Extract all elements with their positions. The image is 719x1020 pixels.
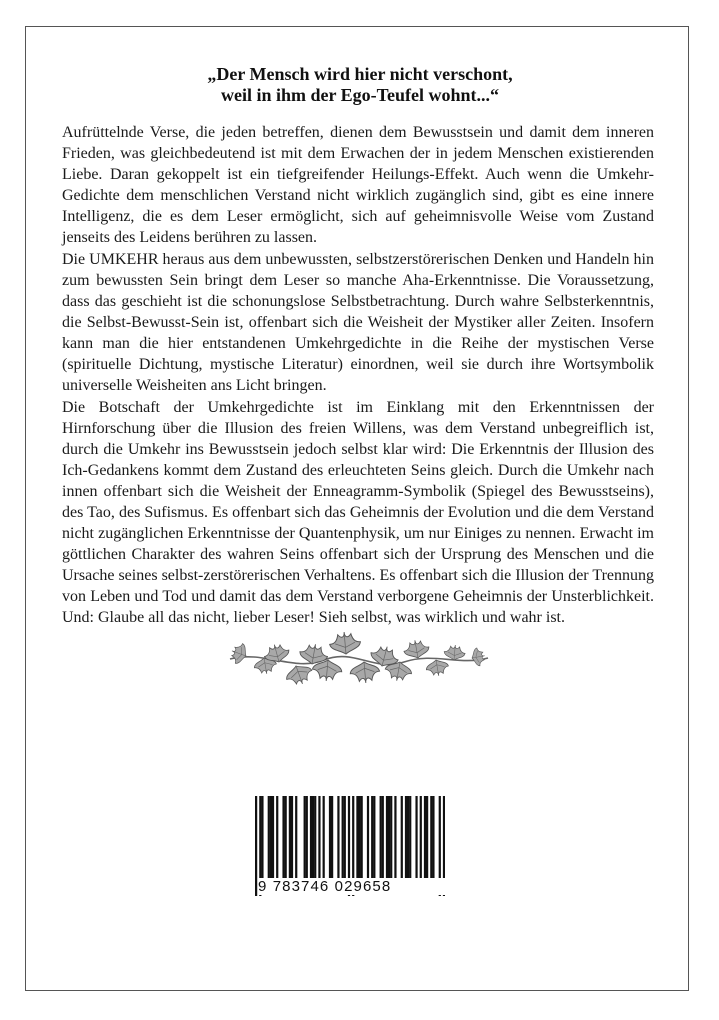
barcode-bar [342,796,344,878]
barcode-bar [432,796,434,878]
barcode-bar [373,796,375,878]
barcode-bar [272,796,274,878]
barcode-bar [409,796,411,878]
barcode-bar [430,796,432,878]
barcode-bar [361,796,363,878]
barcode-bar [323,796,325,878]
paragraph-umkehr: Die UMKEHR heraus aus dem unbewussten, selbstzerstörerischen Denken und Handeln hin zum bewussten Sein bringt dem Leser so manche Aha-Erkenntnisse. Die Voraussetzung, dass das geschieht ist die schonungslose Selbstbetrachtung. Durch wahre Selbsterkenntnis, die Selbst-Bewusst-Sein ist, offenbart sich die Weisheit der Mystiker aller Zeiten. Insofern kann man die hier entstandenen Umkehrgedichte in die Reihe der mystischen Verse (spirituelle Dichtung, mystische Literatur) einordnen, weil sie durch ihre Wortsymbolik universelle Weisheiten ans Licht bringen. [62,251,654,394]
barcode-bar [420,796,422,878]
barcode-bar [358,796,360,878]
cover-title [60,64,660,106]
barcode-bar [270,796,272,878]
barcode-bar [304,796,306,878]
barcode-bar [371,796,373,878]
barcode-bar [386,796,388,878]
barcode-bar [390,796,392,878]
barcode-bar [282,796,284,878]
title-line-1: „Der Mensch wird hier nicht verschont, [207,64,513,84]
barcode-bar [382,796,384,878]
barcode-bar [318,796,320,878]
barcode-bar [276,796,278,878]
barcode-bar [426,796,428,878]
barcode-bar [331,796,333,878]
barcode-bar [289,796,291,878]
barcode-bar [424,796,426,878]
barcode-bar [337,796,339,878]
isbn-number: 9 783746 029658 [258,878,448,895]
barcode-bar [291,796,293,878]
barcode-bar [306,796,308,878]
barcode-bar [394,796,396,878]
barcode-bar [380,796,382,878]
paragraph-botschaft: Die Botschaft der Umkehrgedichte ist im Einklang mit den Erkenntnissen der Hirnforschung über die Illusion des freien Willens, was dem Verstand unbegreiflich ist, durch die Umkehr ins Bewusstsein jedoch selbst klar wird: Die Erkenntnis der Illusion des Ich-Gedankens kommt dem Zustand des erleuchteten Seins gleich. Durch die Umkehr nach innen offenbart sich die Weisheit der Enneagramm-Symbolik (Spiegel des Bewusstseins), des Tao, des Sufismus. Es offenbart sich das Geheimnis der Evolution und die dem Verstand nicht zugänglichen Erkenntnisse der Quantenphysik, um nur Einiges zu nennen. Erwacht im göttlichen Charakter des wahren Seins offenbart sich der Ursprung des Menschen und die Ursache seines selbst-zerstörerischen Verhaltens. Es offenbart sich die Illusion der Trennung von Leben und Tod und damit das dem Verstand verborgene Geheimnis der Unsterblichkeit. Und: Glaube all das nicht, lieber Leser! Sieh selbst, was wirklich und wahr ist. [62,399,654,626]
barcode-bar [312,796,314,878]
barcode-bar [367,796,369,878]
ivy-vine-icon [224,628,494,690]
barcode-bar [310,796,312,878]
barcode-bar [401,796,403,878]
barcode-bar [261,796,263,878]
barcode-bar [285,796,287,878]
barcode-bar [388,796,390,878]
barcode-bar [255,796,257,896]
title-line-2: weil in ihm der Ego-Teufel wohnt...“ [220,85,500,105]
barcode-bar [314,796,316,878]
paragraph-intro: Aufrüttelnde Verse, die jeden betreffen, dienen dem Bewusstsein und damit dem inneren Frieden, was gleichbedeutend ist mit dem Erwachen der in jedem Menschen existierenden Liebe. Daran gekoppelt ist ein tiefgreifender Heilungs-Effekt. Auch wenn die Umkehr-Gedichte dem menschlichen Verstand nicht wirklich zugänglich sind, gibt es eine innere Intelligenz, die es dem Leser ermöglicht, sich auf geheimnisvolle Weise vom Zustand jenseits des Leidens berühren zu lassen. [62,124,654,246]
barcode-bar [356,796,358,878]
barcode-bar [268,796,270,878]
barcode-bar [405,796,407,878]
barcode-bar [415,796,417,878]
barcode-bar [329,796,331,878]
barcode-bar [295,796,297,878]
barcode-bar [344,796,346,878]
barcode-bar [407,796,409,878]
